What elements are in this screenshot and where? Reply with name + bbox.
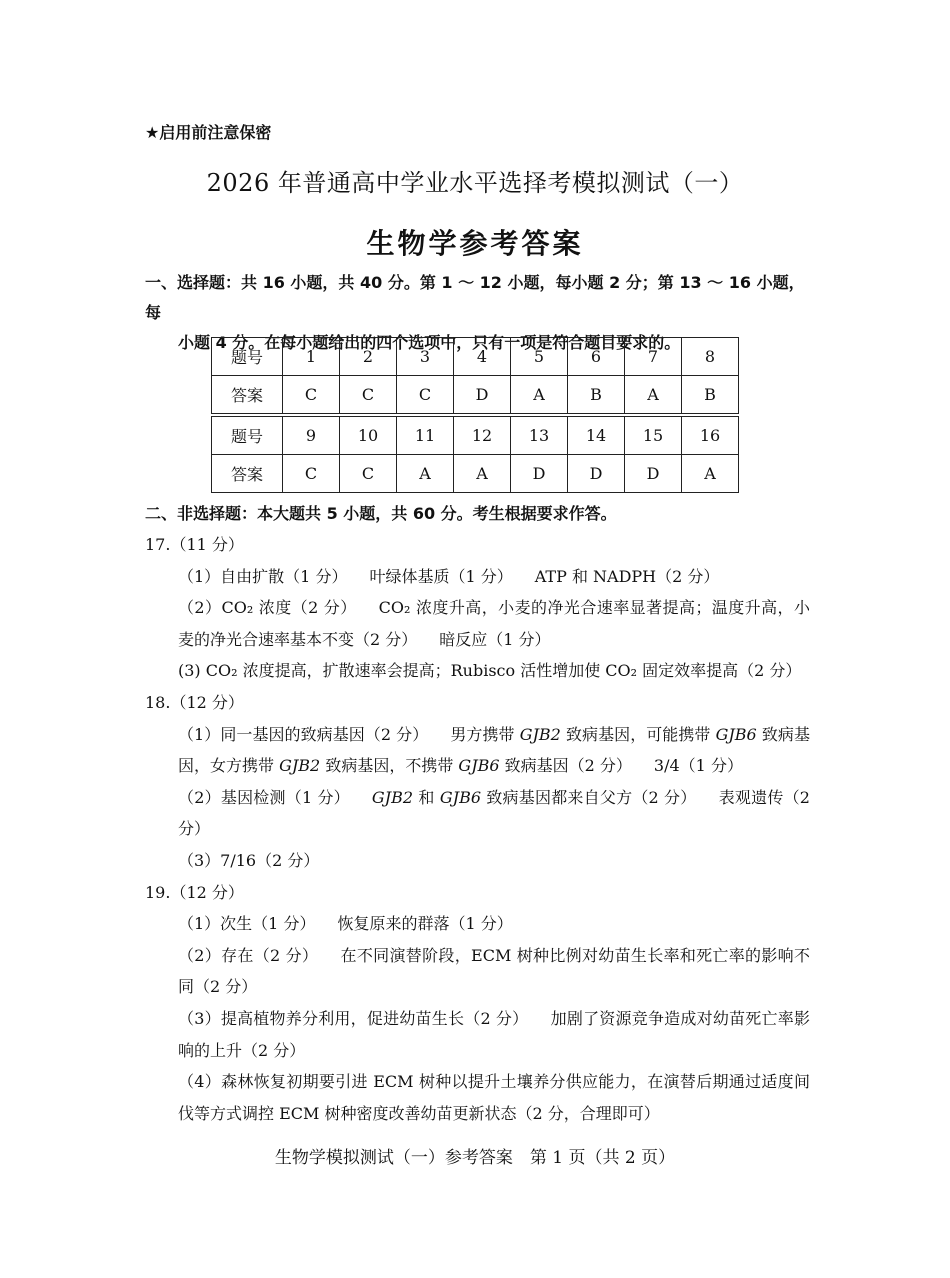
question-number: 9 bbox=[283, 415, 340, 455]
answer-cell: C bbox=[283, 455, 340, 493]
q18-part1-text: 致病基因，不携带 bbox=[320, 756, 459, 776]
q18-title: 18.（12 分） bbox=[145, 692, 244, 712]
gene-name: GJB6 bbox=[439, 787, 482, 807]
q17-part2-answer-b: CO₂ 浓度升高，小麦的净光合速率显著提高；温度升高，小麦的净光合速率基本不变（2 分） bbox=[178, 598, 810, 649]
q17-part1 bbox=[145, 561, 810, 593]
row-label-question: 题号 bbox=[212, 338, 283, 376]
q18-part2 bbox=[145, 782, 810, 845]
section2-heading: 二、非选择题：本大题共 5 小题，共 60 分。考生根据要求作答。 bbox=[145, 504, 617, 523]
question-number: 6 bbox=[568, 338, 625, 376]
answer-cell: A bbox=[397, 455, 454, 493]
gene-name: GJB6 bbox=[715, 724, 757, 744]
question-number: 4 bbox=[454, 338, 511, 376]
answer-table bbox=[211, 337, 739, 493]
answer-cell: A bbox=[682, 455, 739, 493]
q19-part4: （4）森林恢复初期要引进 ECM 树种以提升土壤养分供应能力，在演替后期通过适度间伐等方式调控 ECM 树种密度改善幼苗更新状态（2 分，合理即可） bbox=[178, 1072, 810, 1123]
question-number: 15 bbox=[625, 415, 682, 455]
q19-part1-answer-b: 恢复原来的群落（1 分） bbox=[337, 914, 513, 934]
table-row bbox=[212, 455, 739, 493]
question-number: 3 bbox=[397, 338, 454, 376]
q19-part1 bbox=[145, 908, 810, 940]
answer-cell: C bbox=[283, 376, 340, 416]
row-label-question: 题号 bbox=[212, 415, 283, 455]
q17-part2 bbox=[145, 592, 810, 655]
section1-heading-line1: 一、选择题：共 16 小题，共 40 分。第 1 ～ 12 小题，每小题 2 分；第 13 ～ 16 小题，每 bbox=[145, 273, 805, 322]
exam-title: 2026 年普通高中学业水平选择考模拟测试（一） bbox=[206, 169, 744, 197]
question-number: 16 bbox=[682, 415, 739, 455]
answer-cell: A bbox=[625, 376, 682, 416]
q19-part3 bbox=[145, 1003, 810, 1066]
page-footer: 生物学模拟测试（一）参考答案 第 1 页（共 2 页） bbox=[274, 1148, 676, 1168]
q18-part1-answer-c: 3/4（1 分） bbox=[653, 756, 743, 776]
row-label-answer: 答案 bbox=[212, 376, 283, 416]
q19-title: 19.（12 分） bbox=[145, 882, 244, 902]
q18-part1-text: 致病基因，女方携带 bbox=[178, 724, 810, 776]
answer-cell: B bbox=[682, 376, 739, 416]
q18-part2-text: 致病基因都来自父方（2 分） bbox=[481, 787, 697, 807]
q17-part1-answer-b: 叶绿体基质（1 分） bbox=[369, 566, 513, 586]
row-label-answer: 答案 bbox=[212, 455, 283, 493]
question-number: 5 bbox=[511, 338, 568, 376]
gene-name: GJB2 bbox=[279, 756, 321, 776]
answer-cell: C bbox=[340, 455, 397, 493]
q18-part1 bbox=[145, 719, 810, 782]
subject-title: 生物学参考答案 bbox=[366, 227, 584, 260]
answer-cell: B bbox=[568, 376, 625, 416]
question-number: 14 bbox=[568, 415, 625, 455]
q17-part1-answer-a: （1）自由扩散（1 分） bbox=[178, 566, 348, 586]
question-number: 13 bbox=[511, 415, 568, 455]
q18-part2-answer-c: 表观遗传（2 分） bbox=[178, 787, 810, 839]
q18-part2-text: 和 bbox=[413, 787, 440, 807]
answer-cell: A bbox=[454, 455, 511, 493]
question-number: 1 bbox=[283, 338, 340, 376]
answer-cell: D bbox=[511, 455, 568, 493]
q19-part2-answer-b: 在不同演替阶段，ECM 树种比例对幼苗生长率和死亡率的影响不同（2 分） bbox=[178, 945, 810, 997]
q18-part3: （3）7/16（2 分） bbox=[178, 850, 320, 870]
q19-part1-answer-a: （1）次生（1 分） bbox=[178, 914, 316, 934]
q18-part1-text: 男方携带 bbox=[450, 724, 520, 744]
question-number: 11 bbox=[397, 415, 454, 455]
confidential-notice: ★启用前注意保密 bbox=[145, 123, 272, 142]
question-number: 10 bbox=[340, 415, 397, 455]
answer-cell: C bbox=[340, 376, 397, 416]
answer-cell: D bbox=[568, 455, 625, 493]
q17-title: 17.（11 分） bbox=[145, 535, 244, 554]
gene-name: GJB2 bbox=[371, 787, 414, 807]
q19-part3-answer-a: （3）提高植物养分利用，促进幼苗生长（2 分） bbox=[178, 1008, 529, 1028]
q17-part2-answer-c: 暗反应（1 分） bbox=[439, 629, 551, 649]
section1-heading-line2: 小题 4 分。在每小题给出的四个选项中，只有一项是符合题目要求的。 bbox=[178, 333, 681, 352]
q18-part1-text: 致病基因（2 分） bbox=[499, 756, 632, 776]
answer-cell: D bbox=[625, 455, 682, 493]
gene-name: GJB6 bbox=[458, 756, 500, 776]
table-row bbox=[212, 376, 739, 416]
q19-part3-answer-b: 加剧了资源竞争造成对幼苗死亡率影响的上升（2 分） bbox=[178, 1008, 810, 1060]
gene-name: GJB2 bbox=[519, 724, 561, 744]
q19-part2-answer-a: （2）存在（2 分） bbox=[178, 945, 319, 965]
q17-part3: (3) CO₂ 浓度提高，扩散速率会提高；Rubisco 活性增加使 CO₂ 固定效率提高（2 分） bbox=[178, 661, 802, 681]
table-row bbox=[212, 415, 739, 455]
question-number: 7 bbox=[625, 338, 682, 376]
question-number: 8 bbox=[682, 338, 739, 376]
section2-body bbox=[145, 529, 810, 1129]
answer-cell: D bbox=[454, 376, 511, 416]
q17-part2-answer-a: （2）CO₂ 浓度（2 分） bbox=[178, 598, 357, 618]
table-row bbox=[212, 338, 739, 376]
q17-part1-answer-c: ATP 和 NADPH（2 分） bbox=[534, 566, 720, 586]
question-number: 2 bbox=[340, 338, 397, 376]
q19-part2 bbox=[145, 940, 810, 1003]
question-number: 12 bbox=[454, 415, 511, 455]
q18-part1-text: 致病基因，可能携带 bbox=[560, 724, 716, 744]
answer-cell: C bbox=[397, 376, 454, 416]
q18-part2-answer-a: （2）基因检测（1 分） bbox=[178, 787, 350, 807]
q18-part1-answer-a: （1）同一基因的致病基因（2 分） bbox=[178, 724, 429, 744]
answer-cell: A bbox=[511, 376, 568, 416]
